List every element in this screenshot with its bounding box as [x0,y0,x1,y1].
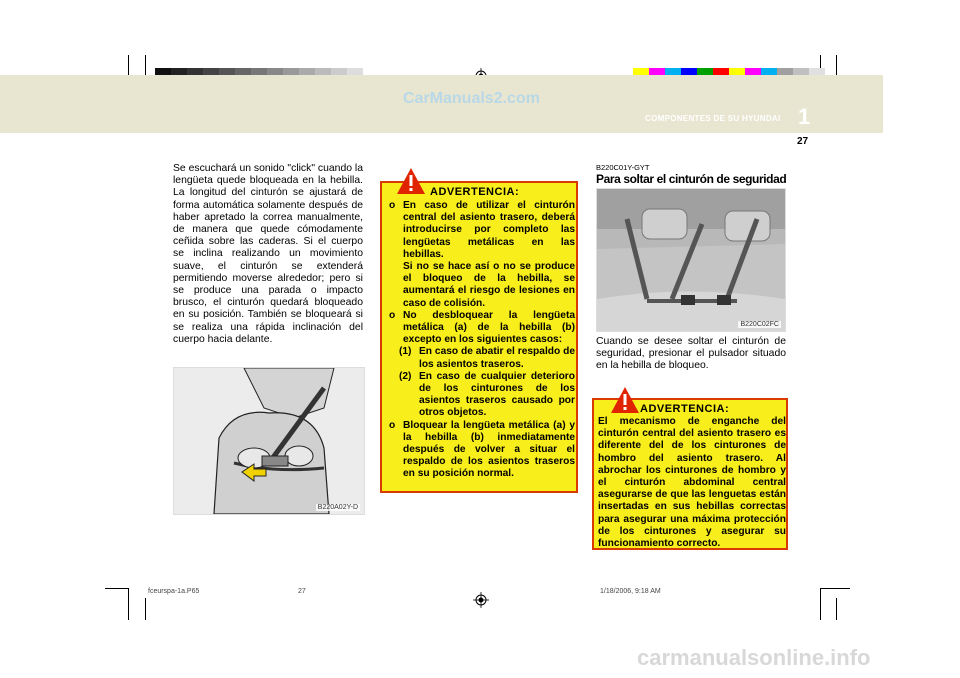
crop-mark [105,588,128,589]
warning-text: El mecanismo de enganche del cinturón central del asiento trasero es diferente del de los cinturones de hombro del asiento trasero. Al abrochar los cinturones de hombro y el cinturón abdominal central asegurarse de que las lenguetas están insertadas en sus hebillas correctas para asegurar una máxima protección de los cinturones y asegurar su funcionamiento correcto. [598,416,786,550]
left-column-paragraph: Se escuchará un sonido "click" cuando la lengüeta quede bloqueada en la hebilla. La longitud del cinturón se ajustará de forma automática solamente después de haber apretado la correa manualmente, de manera que quede cómodamente ceñida sobre las caderas. Si el cuerpo se inclina realizando un movimiento suave, el cinturón se extenderá permitiendo moverse alrededor; pero si se produce una parada o impacto brusco, el cinturón quedará bloqueado en su posición. También se bloqueará si se realiza una rápida inclinación del cuerpo hacia delante. [173,163,363,345]
section-code: B220C01Y-GYT [596,163,650,172]
image-label: B220A02Y-D [317,504,358,511]
rear-seat-belts-photo [596,188,786,332]
warning-box-buckle-mechanism [592,398,788,550]
watermark-bottom: carmanualsonline.info [637,645,871,670]
crop-mark [145,598,146,620]
sub-list-item: (1) En caso de abatir el respaldo de los asientos traseros. [399,346,575,370]
chapter-number: 1 [798,104,811,129]
footer-file: fceurspa-1a.P65 [148,588,200,595]
warning-title: ADVERTENCIA: [430,186,520,198]
warning-triangle-icon [396,167,426,195]
sub-list-item: (2) En caso de cualquier deterioro de los cinturones de los asientos traseros causado por otros objetos. [399,370,575,419]
list-item: o No desbloquear la lengüeta metálica (a) de la hebilla (b) excepto en los siguientes casos: [389,309,575,346]
release-instructions: Cuando se desee soltar el cinturón de seguridad, presionar el pulsador situado en la hebilla de bloqueo. [596,336,786,372]
crop-mark [820,588,821,620]
list-item: Si no se hace así o no se produce el bloqueo de la hebilla, se aumentará el riesgo de lesiones en caso de colisión. [403,261,575,309]
warning-triangle-icon [610,386,640,414]
person-buckling-belt-icon [174,368,364,514]
crop-mark [820,588,850,589]
registration-mark-icon [473,592,489,608]
seatbelt-fastening-illustration [173,367,365,515]
warning-box-center-belt [380,181,578,493]
list-item: o En caso de utilizar el cinturón central del asiento trasero, deberá introducirse por completo las lengüetas metálicas en las hebillas. [389,200,575,260]
footer-page: 27 [298,588,306,595]
rear-seat-icon [597,189,785,331]
image-label: B220C02FC [740,321,779,328]
watermark: CarManuals2.com [403,90,540,107]
footer-date: 1/18/2006, 9:18 AM [600,588,661,595]
page-number-tab [787,133,847,149]
section-heading: Para soltar el cinturón de seguridad [596,172,787,186]
chapter-title: COMPONENTES DE SU HYUNDAI [645,114,781,123]
page-number: 27 [797,136,809,147]
list-item: o Bloquear la lengüeta metálica (a) y la hebilla (b) inmediatamente después de volver a situar el respaldo de los asientos traseros en su posición normal. [389,419,575,480]
crop-mark [836,598,837,620]
crop-mark [128,588,129,620]
warning-title: ADVERTENCIA: [640,403,730,415]
